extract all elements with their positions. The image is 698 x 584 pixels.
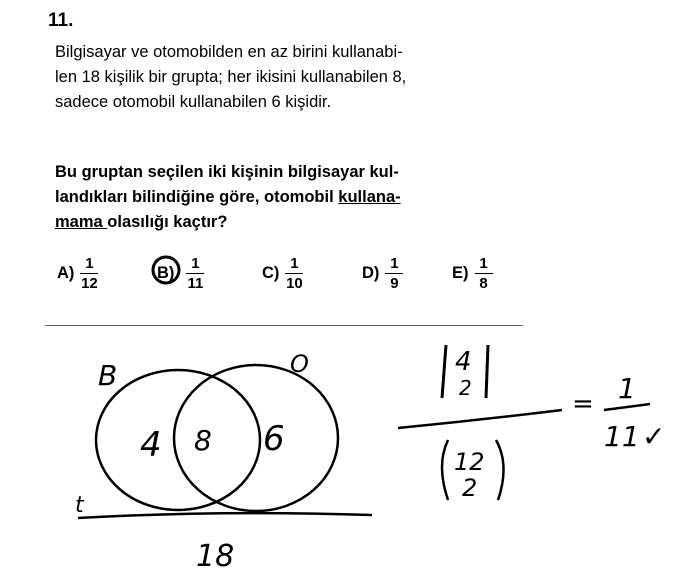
- fraction-bar: [398, 410, 562, 428]
- numerator-top: 4: [455, 347, 472, 377]
- denominator-top: 12: [454, 448, 485, 476]
- check-mark: ✓: [642, 420, 666, 453]
- result-numerator: 1: [618, 372, 636, 405]
- stem-line: sadece otomobil kullanabilen 6 kişidir.: [55, 93, 332, 111]
- total-line: [78, 513, 372, 518]
- result-denominator: 11: [604, 420, 640, 453]
- set-o-label: O: [290, 350, 309, 378]
- prompt-underlined-text: kullana-: [338, 188, 401, 206]
- stem-line: len 18 kişilik bir grupta; her ikisini kullanabilen 8,: [55, 68, 407, 86]
- total-marker: t: [75, 493, 84, 518]
- denominator: 12: [81, 275, 98, 292]
- choice-letter: C): [262, 264, 280, 282]
- prompt-line: Bu gruptan seçilen iki kişinin bilgisayar kul-: [55, 163, 399, 181]
- stem-line: Bilgisayar ve otomobilden en az birini kullanabi-: [55, 43, 403, 61]
- set-b-label: B: [98, 359, 118, 392]
- equals-sign: =: [572, 389, 594, 419]
- region-only-b: 4: [140, 425, 162, 465]
- prompt-underlined-text: mama: [55, 213, 108, 231]
- region-both: 8: [194, 424, 212, 457]
- choice-letter: D): [362, 264, 380, 282]
- denominator: 11: [187, 275, 204, 292]
- prompt-text: olasılığı kaçtır?: [107, 213, 228, 231]
- numerator: 1: [191, 255, 200, 272]
- total-value: 18: [196, 539, 235, 574]
- numerator: 1: [290, 255, 299, 272]
- denominator-bottom: 2: [462, 474, 478, 502]
- numerator: 1: [479, 255, 488, 272]
- region-only-o: 6: [263, 419, 285, 459]
- answer-circle-mark: [153, 257, 179, 283]
- numerator-bottom: 2: [459, 376, 472, 400]
- question-number: 11.: [48, 10, 74, 31]
- denominator: 8: [479, 275, 488, 292]
- numerator: 1: [85, 255, 94, 272]
- numerator: 1: [390, 255, 399, 272]
- choice-letter: E): [452, 264, 469, 282]
- denominator: 9: [390, 275, 399, 292]
- venn-circle-b: [96, 370, 260, 510]
- prompt-text: landıkları bilindiğine göre, otomobil: [55, 188, 339, 206]
- denominator: 10: [286, 275, 303, 292]
- choice-letter: B): [157, 264, 175, 282]
- choice-letter: A): [57, 264, 75, 282]
